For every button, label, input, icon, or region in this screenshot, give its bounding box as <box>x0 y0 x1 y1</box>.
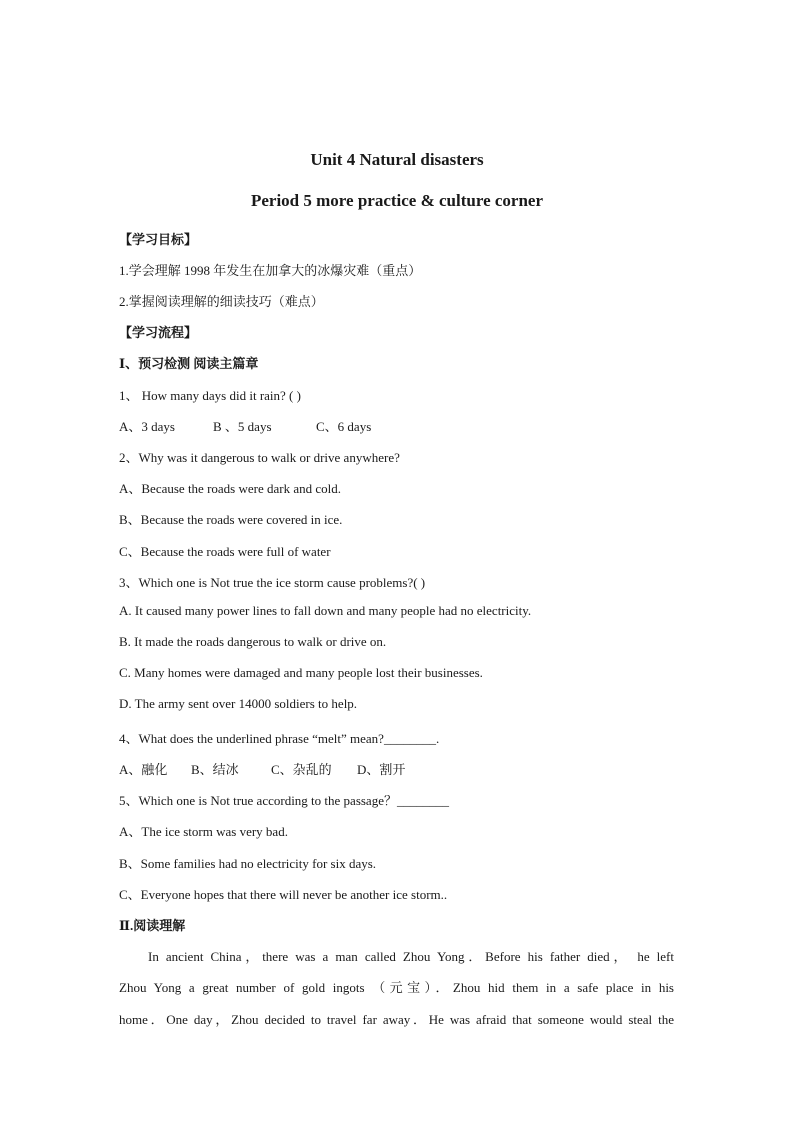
objective-item-1: 1.学会理解 1998 年发生在加拿大的冰爆灾难（重点） <box>119 263 422 278</box>
q5-option-c: C、Everyone hopes that there will never be another ice storm.. <box>119 887 448 902</box>
q3-option-c: C. Many homes were damaged and many people lost their businesses. <box>119 665 483 680</box>
q2-option-c: C、Because the roads were full of water <box>119 544 331 559</box>
q4-option-b: B、结冰 <box>191 762 239 777</box>
q2-option-a: A、Because the roads were dark and cold. <box>119 481 341 496</box>
passage-line-1: In ancient China，there was a man called Zhou Yong．Before his father died， he left <box>148 949 674 964</box>
document-title: Unit 4 Natural disasters <box>310 150 484 169</box>
q3-option-d: D. The army sent over 14000 soldiers to help. <box>119 696 358 711</box>
question-5: 5、Which one is Not true according to the passage？________ <box>119 793 449 808</box>
section2-heading: Ⅱ.阅读理解 <box>119 918 186 933</box>
q3-option-b: B. It made the roads dangerous to walk or drive on. <box>119 634 387 649</box>
document-subtitle: Period 5 more practice & culture corner <box>250 191 544 210</box>
question-4-options <box>119 759 405 778</box>
passage-line-3: home．One day，Zhou decided to travel far away．He was afraid that someone would steal the <box>119 1012 674 1027</box>
q3-option-a: A. It caused many power lines to fall down and many people had no electricity. <box>119 603 532 618</box>
process-heading: 【学习流程】 <box>119 325 198 340</box>
question-4: 4、What does the underlined phrase “melt” mean?________. <box>119 731 440 746</box>
q4-option-d: D、割开 <box>357 762 406 777</box>
question-2: 2、Why was it dangerous to walk or drive anywhere? <box>119 450 400 465</box>
section1-heading: Ⅰ、预习检测 阅读主篇章 <box>119 356 259 371</box>
objective-item-2: 2.掌握阅读理解的细读技巧（难点） <box>119 294 324 309</box>
question-3: 3、Which one is Not true the ice storm cause problems?( ) <box>119 575 426 590</box>
objectives-heading: 【学习目标】 <box>119 232 198 247</box>
q1-option-c: C、6 days <box>316 419 372 434</box>
q1-option-b: B 、5 days <box>213 419 272 434</box>
question-1-options <box>119 416 371 435</box>
passage-line-2: Zhou Yong a great number of gold ingots （元宝）．Zhou hid them in a safe place in his <box>119 980 674 995</box>
question-1: 1、 How many days did it rain? ( ) <box>119 388 301 403</box>
q4-option-a: A、融化 <box>119 762 168 777</box>
q1-option-a: A、3 days <box>119 419 175 434</box>
q2-option-b: B、Because the roads were covered in ice. <box>119 512 343 527</box>
q5-option-b: B、Some families had no electricity for six days. <box>119 856 377 871</box>
q4-option-c: C、杂乱的 <box>271 762 332 777</box>
q5-option-a: A、The ice storm was very bad. <box>119 824 288 839</box>
